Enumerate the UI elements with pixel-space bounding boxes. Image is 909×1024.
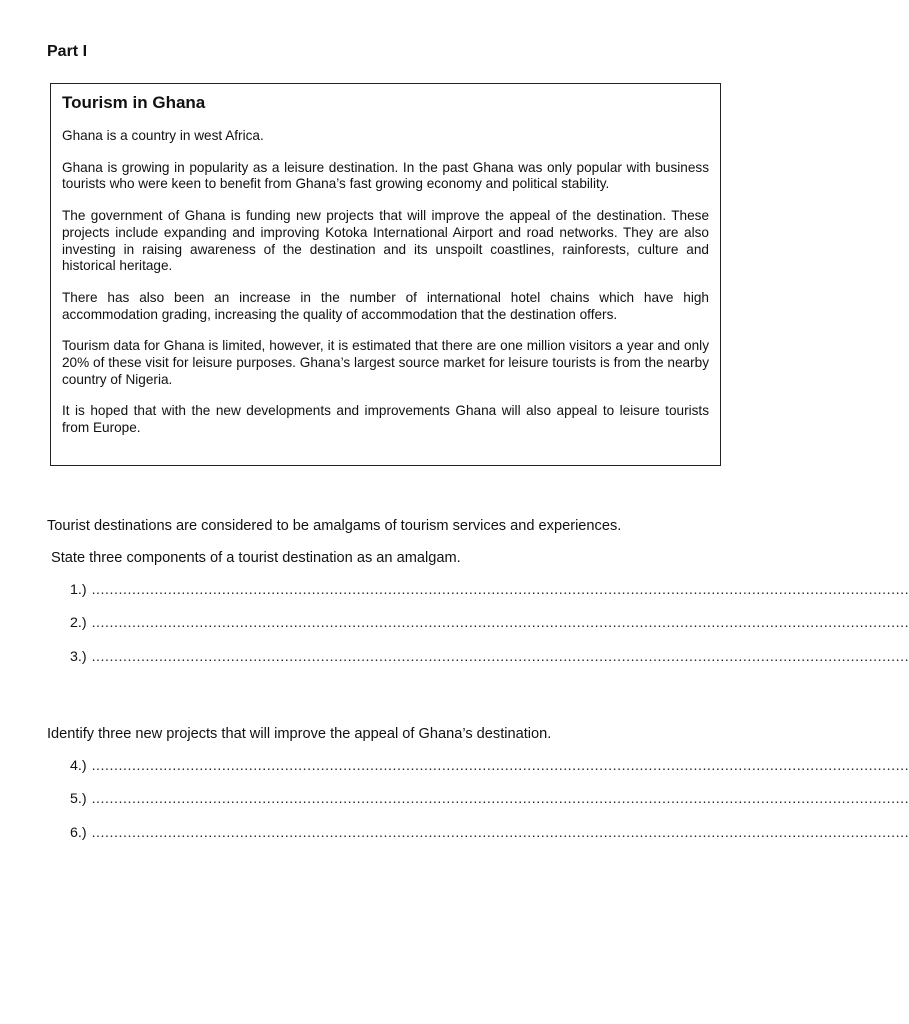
part-title: Part I (47, 43, 88, 60)
answer-dots: ...................................................................................................................................................................................... (91, 825, 909, 841)
answer-number: 5.) (70, 791, 87, 807)
question-2-prompt: Identify three new projects that will improve the appeal of Ghana’s destination. (47, 726, 552, 742)
case-study-paragraph: Tourism data for Ghana is limited, however, it is estimated that there are one million visitors a year and only 20% of these visit for leisure purposes. Ghana’s largest source market for leisure tourists is from the nearby country of Nigeria. (62, 338, 709, 387)
answer-number: 2.) (70, 615, 87, 631)
answer-line-6[interactable] (70, 825, 909, 841)
answer-dots: ...................................................................................................................................................................................... (91, 791, 909, 807)
question-1-prompt: State three components of a tourist destination as an amalgam. (51, 550, 461, 566)
answer-number: 3.) (70, 649, 87, 665)
answer-line-4[interactable] (70, 758, 909, 774)
case-study-paragraph: The government of Ghana is funding new projects that will improve the appeal of the destination. These projects include expanding and improving Kotoka International Airport and road networks. They are also investing in raising awareness of the destination and its unspoilt coastlines, rainforests, culture and historical heritage. (62, 208, 709, 274)
case-study-paragraph: Ghana is a country in west Africa. (62, 128, 264, 143)
case-study-paragraph: There has also been an increase in the number of international hotel chains which have high accommodation grading, increasing the quality of accommodation that the destination offers. (62, 289, 709, 322)
answer-dots: ...................................................................................................................................................................................... (91, 758, 909, 774)
answer-number: 4.) (70, 758, 87, 774)
case-study-paragraph: It is hoped that with the new developments and improvements Ghana will also appeal to leisure tourists from Europe. (62, 403, 709, 436)
answer-line-2[interactable] (70, 615, 909, 631)
answer-number: 1.) (70, 582, 87, 598)
answer-dots: ...................................................................................................................................................................................... (91, 649, 909, 665)
case-study-paragraph: Ghana is growing in popularity as a leisure destination. In the past Ghana was only popular with business tourists who were keen to benefit from Ghana’s fast growing economy and political stability. (62, 159, 709, 192)
answer-dots: ...................................................................................................................................................................................... (91, 582, 909, 598)
case-study-box (50, 83, 721, 466)
answer-line-3[interactable] (70, 649, 909, 665)
case-study-title: Tourism in Ghana (62, 93, 206, 112)
answer-number: 6.) (70, 825, 87, 841)
section1-intro: Tourist destinations are considered to be amalgams of tourism services and experiences. (47, 518, 622, 534)
answer-line-1[interactable] (70, 582, 909, 598)
answer-line-5[interactable] (70, 791, 909, 807)
answer-dots: ...................................................................................................................................................................................... (91, 615, 909, 631)
